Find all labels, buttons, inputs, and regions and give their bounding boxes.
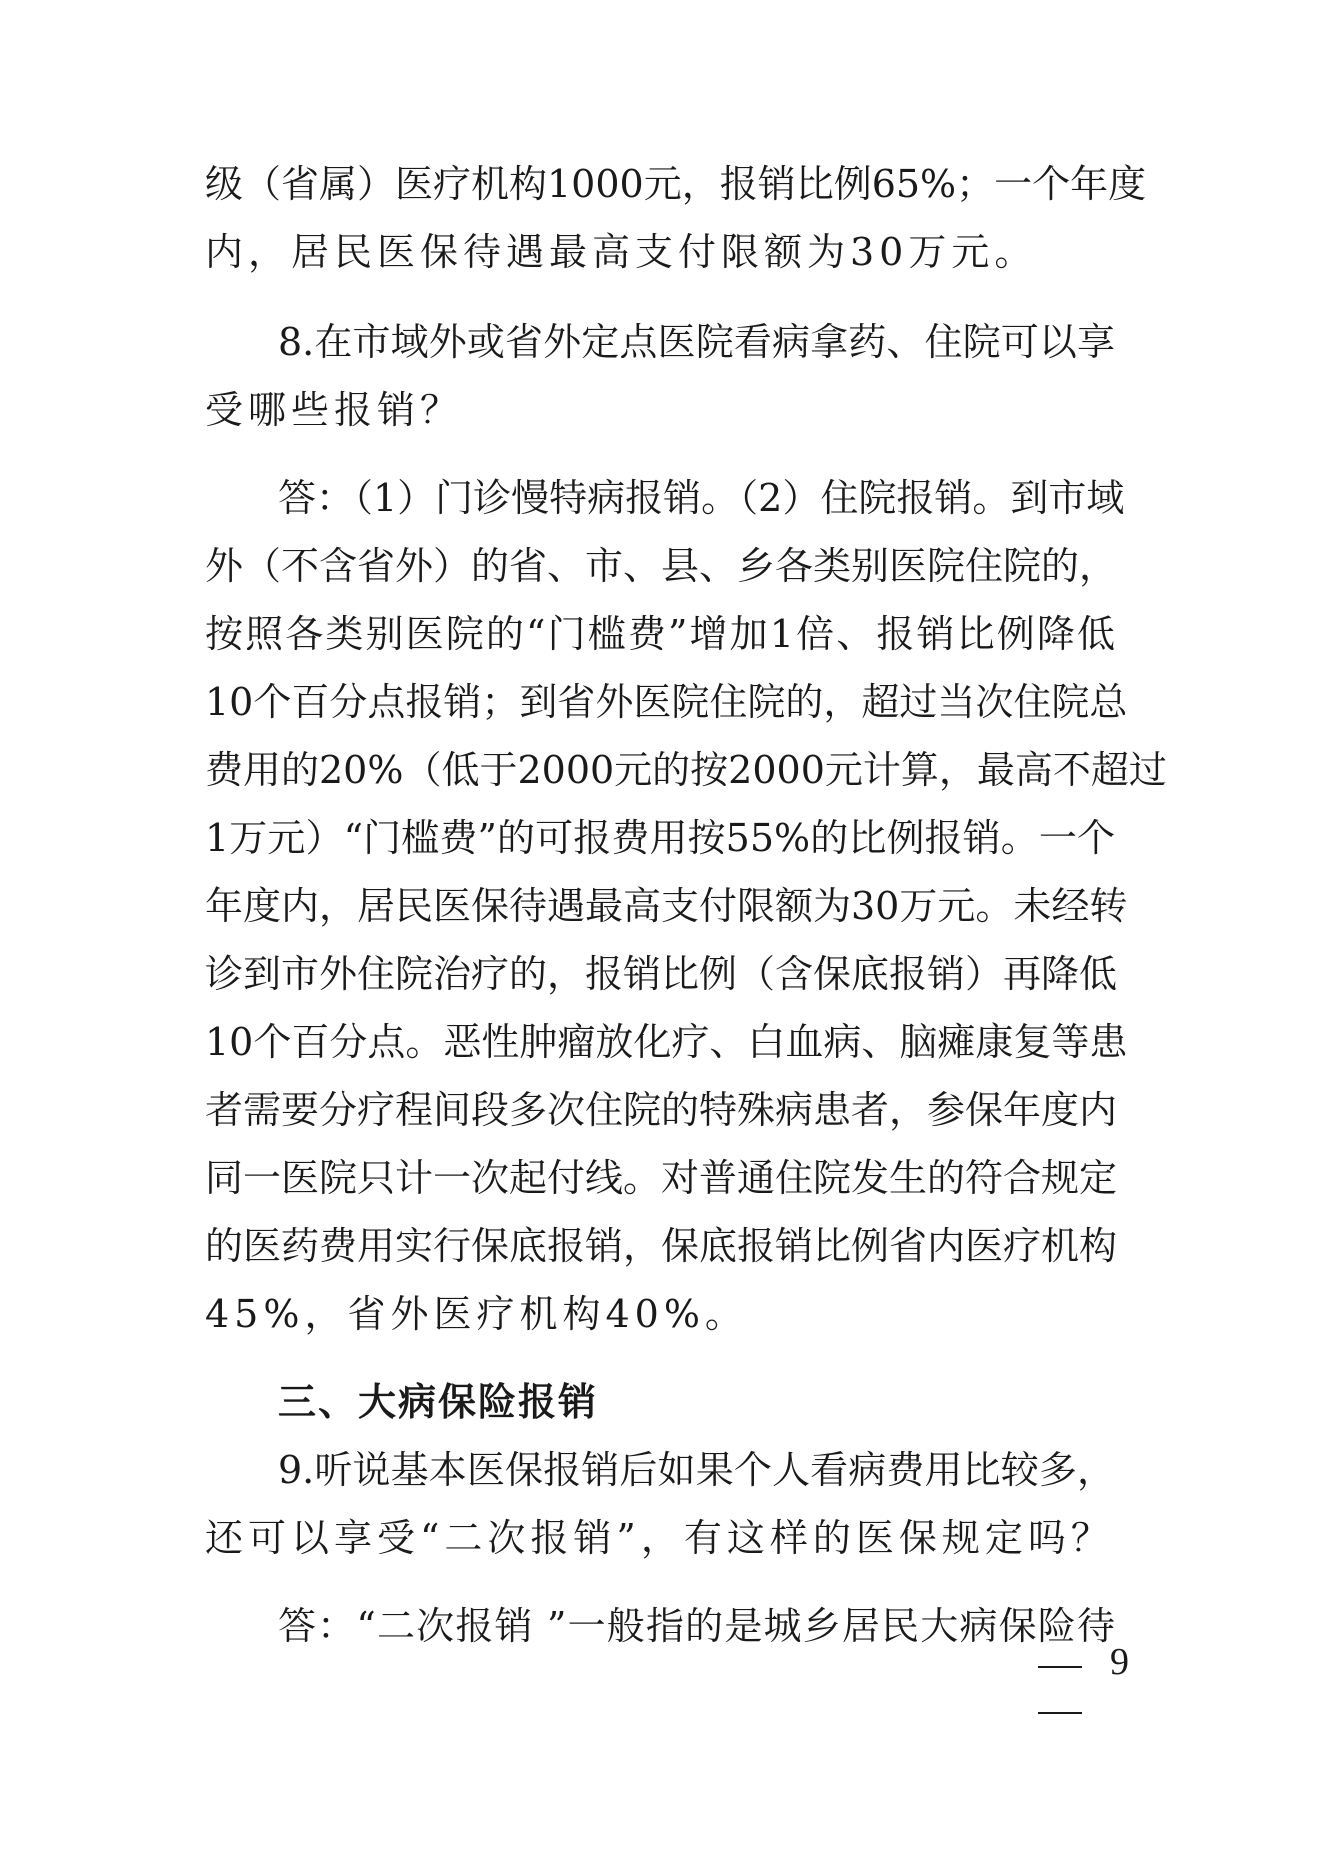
answer-8-line: 10个百分点报销；到省外医院住院的，超过当次住院总 (205, 680, 1128, 724)
body-text-line: 级（省属）医疗机构1000元，报销比例65%；一个年度 (205, 162, 1147, 206)
footer-dash (1038, 1666, 1082, 1668)
answer-8-line: 1万元）“门槛费”的可报费用按55%的比例报销。一个 (205, 816, 1115, 860)
answer-8-line: 按照各类别医院的“门槛费”增加1倍、报销比例降低 (205, 612, 1115, 656)
answer-9-line: 答：“二次报销 ”一般指的是城乡居民大病保险待 (278, 1604, 1115, 1648)
answer-8-line: 年度内，居民医保待遇最高支付限额为30万元。未经转 (205, 884, 1128, 928)
answer-8-line: 的医药费用实行保底报销，保底报销比例省内医疗机构 (205, 1224, 1118, 1268)
footer-dash (1038, 1712, 1082, 1714)
answer-8-line: 费用的20%（低于2000元的按2000元计算，最高不超过 (205, 748, 1167, 792)
answer-8-line: 10个百分点。恶性肿瘤放化疗、白血病、脑瘫康复等患 (205, 1020, 1128, 1064)
answer-8-line: 答：（1）门诊慢特病报销。（2）住院报销。到市域 (278, 476, 1125, 520)
question-9-line: 还可以享受“二次报销”，有这样的医保规定吗？ (205, 1516, 1114, 1560)
answer-8-line: 外（不含省外）的省、市、县、乡各类别医院住院的， (205, 544, 1118, 588)
answer-8-line: 者需要分疗程间段多次住院的特殊病患者，参保年度内 (205, 1088, 1118, 1132)
answer-8-line: 诊到市外住院治疗的，报销比例（含保底报销）再降低 (205, 952, 1118, 996)
question-9-line: 9.听说基本医保报销后如果个人看病费用比较多， (278, 1448, 1115, 1492)
question-8-line: 受哪些报销？ (205, 388, 464, 432)
page-number: 9 (1110, 1641, 1129, 1683)
body-text-line: 内，居民医保待遇最高支付限额为30万元。 (205, 230, 1038, 274)
answer-8-line: 45%，省外医疗机构40%。 (205, 1292, 748, 1336)
answer-8-line: 同一医院只计一次起付线。对普通住院发生的符合规定 (205, 1156, 1118, 1200)
question-8-line: 8.在市域外或省外定点医院看病拿药、住院可以享 (278, 320, 1115, 364)
section-heading: 三、大病保险报销 (278, 1380, 599, 1424)
